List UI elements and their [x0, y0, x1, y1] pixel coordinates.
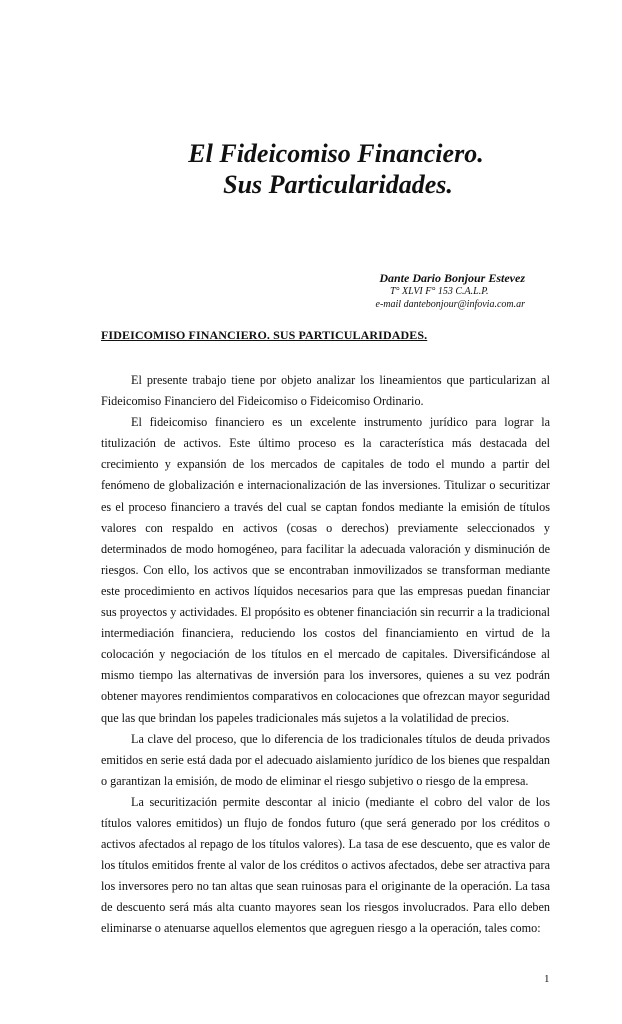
- paragraph-4: La securitización permite descontar al inicio (mediante el cobro del valor de los títulos valores emitidos) un flujo de fondos futuro (que será generado por los créditos o activos afectados al repago de los títulos valores). La tasa de ese descuento, que es valor de los títulos emitidos frente al valor de los créditos o activos afectados, debe ser atractiva para los inversores pero no tan altas que sean ruinosas para el originante de la operación. La tasa de descuento será más alta cuanto mayores sean los riesgos involucrados. Para ello deben eliminarse o atenuarse aquellos elementos que agreguen riesgo a la operación, tales como:: [101, 794, 550, 936]
- paragraph-1: El presente trabajo tiene por objeto analizar los lineamientos que particularizan al Fideicomiso Financiero del Fideicomiso o Fideicomiso Ordinario.: [101, 373, 550, 409]
- title-line-2: Sus Particularidades.: [223, 170, 453, 199]
- author-registration: T° XLVI F° 153 C.A.L.P.: [389, 286, 489, 297]
- section-heading: FIDEICOMISO FINANCIERO. SUS PARTICULARIDADES.: [101, 328, 428, 342]
- author-email: e-mail dantebonjour@infovia.com.ar: [375, 299, 525, 310]
- title-line-1: El Fideicomiso Financiero.: [188, 139, 484, 168]
- paragraph-2: El fideicomiso financiero es un excelente instrumento jurídico para lograr la titulización de activos. Este último proceso es la característica más destacada del crecimiento y expansión de los mercados de capitales de todo el mundo a partir del fenómeno de globalización e internacionalización de las inversiones. Titulizar o securitizar es el proceso financiero a través del cual se captan fondos mediante la emisión de títulos valores con respaldo en activos (cosas o derechos) previamente seleccionados y determinados de modo homogéneo, para facilitar la adecuada valoración y disminución de riesgos. Con ello, los activos que se encontraban inmovilizados se transforman mediante este procedimiento en activos líquidos necesarios para que las empresas puedan financiar sus proyectos y actividades. El propósito es obtener financiación sin recurrir a la tradicional intermediación financiera, reduciendo los costos del financiamiento en virtud de la colocación y negociación de los títulos en el mercado de capitales. Diversificándose al mismo tiempo las alternativas de inversión para los inversores, quienes a su vez podrán obtener mayores rendimientos comparativos en colocaciones que ofrezcan mayor seguridad que las que brindan los papeles tradicionales más sujetos a la volatilidad de precios.: [101, 415, 550, 725]
- body-text: [101, 370, 550, 940]
- author-name: Dante Dario Bonjour Estevez: [379, 271, 525, 285]
- document-title: [0, 138, 622, 200]
- paragraph-3: La clave del proceso, que lo diferencia de los tradicionales títulos de deuda privados emitidos en serie está dada por el adecuado aislamiento jurídico de los bienes que respaldan o garantizan la emisión, de modo de eliminar el riesgo subjetivo o riesgo de la empresa.: [101, 731, 550, 788]
- page-number: 1: [544, 973, 550, 985]
- author-block: [376, 271, 525, 311]
